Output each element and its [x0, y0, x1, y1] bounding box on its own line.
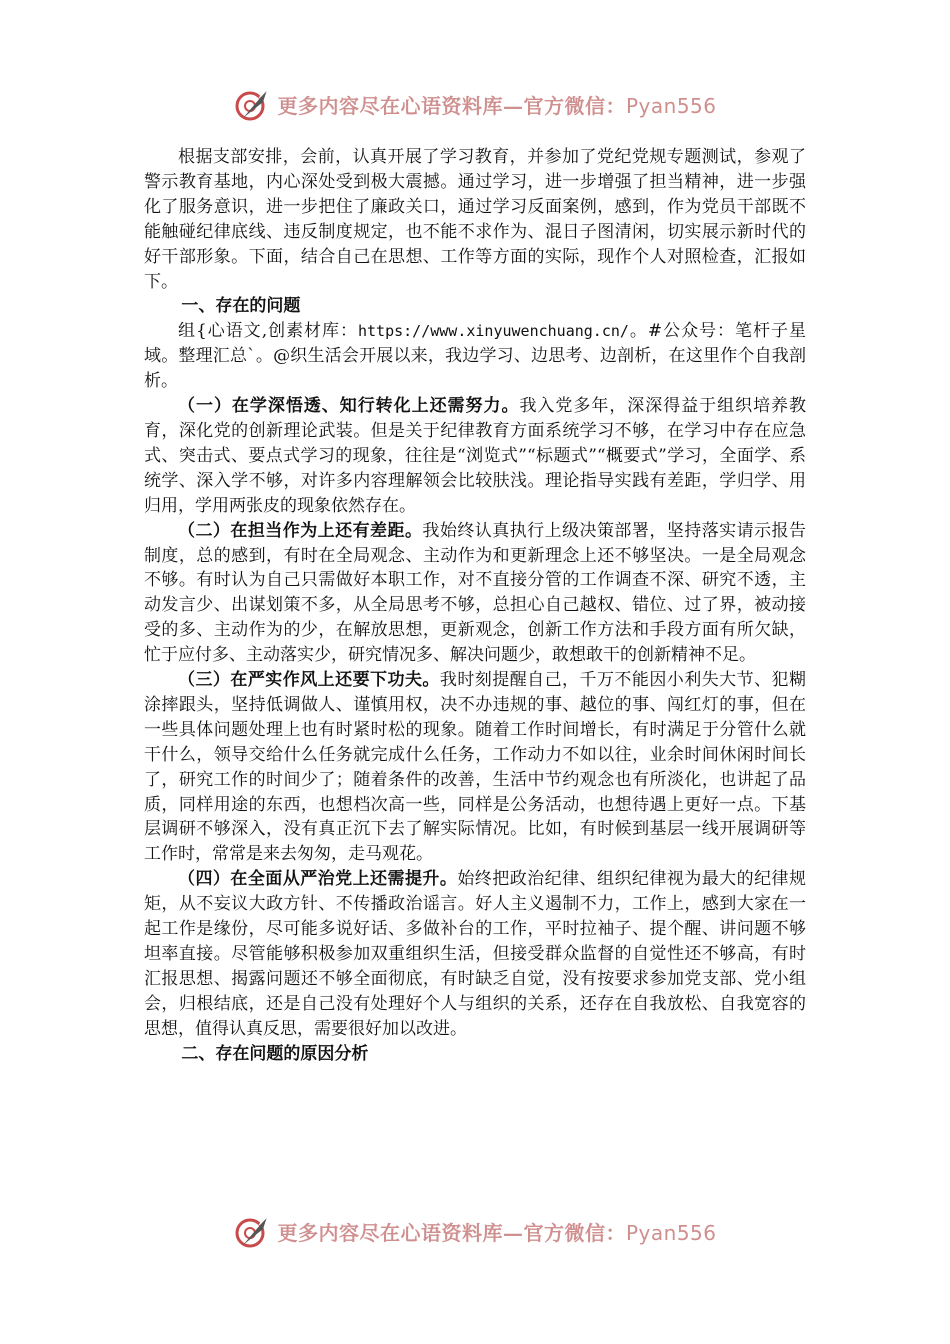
section-heading-1: 一、存在的问题 [181, 296, 301, 317]
watermark-wechat-id: Pyan556 [625, 1220, 717, 1245]
para2-text-a: 组{心语文,创素材库： [178, 321, 358, 342]
intro-paragraph: 根据支部安排，会前，认真开展了学习教育，并参加了党纪党规专题测试，参观了警示教育基地，内心深处受到极大震撼。通过学习，进一步增强了担当精神，进一步强化了服务意识，进一步把住了廉政关口，通过学习反面案例，感到，作为党员干部既不能触碰纪律底线、违反制度规定，也不能不求作为、混日子图清闲，切实展示新时代的好干部形象。下面，结合自己在思想、工作等方面的实际，现作个人对照检查，汇报如下。 [144, 147, 806, 292]
section-heading-2: 二、存在问题的原因分析 [181, 1043, 369, 1064]
document-body [144, 145, 806, 1067]
quill-logo-icon [233, 84, 273, 124]
watermark-text [277, 1217, 716, 1246]
para2-text-b: 。#公众号：笔杆子星域。整理汇总`。@织生活会开展以来，我边学习、边思考、边剖析，在这里作个自我剖析。 [144, 321, 806, 392]
subsection-2-text: 我始终认真执行上级决策部署，坚持落实请示报告制度，总的感到，有时在全局观念、主动作为和更新理念上还不够坚决。一是全局观念不够。有时认为自己只需做好本职工作，对不直接分管的工作调查不深、研究不透，主动发言少、出谋划策不多，从全局思考不够，总担心自己越权、错位、过了界，被动接受的多、主动作为的少，在解放思想，更新观念，创新工作方法和手段方面有所欠缺，忙于应付多、主动落实少，研究情况多、解决问题少，敢想敢干的创新精神不足。 [144, 520, 807, 666]
self-analysis-paragraph [144, 319, 806, 394]
subsection-4 [144, 867, 806, 1041]
subsection-1-text: 我入党多年，深深得益于组织培养教育，深化党的创新理论武装。但是关于纪律教育方面系统学习不够，在学习中存在应急式、突击式、要点式学习的现象，往往是“浏览式”“标题式”“概要式”学习，全面学、系统学、深入学不够，对许多内容理解领会比较肤浅。理论指导实践有差距，学归学、用归用，学用两张皮的现象依然存在。 [144, 396, 807, 516]
watermark-label: 更多内容尽在心语资料库—官方微信： [277, 93, 626, 118]
watermark-wechat-id: Pyan556 [625, 93, 717, 118]
subsection-2 [144, 519, 806, 668]
subsection-3-text: 我时刻提醒自己，千万不能因小利失大节、犯糊涂摔跟头，坚持低调做人、谨慎用权，决不办违规的事、越位的事、闯红灯的事，但在一些具体问题处理上也有时紧时松的现象。随着工作时间增长，有时满足于分管什么就干什么，领导交给什么任务就完成什么任务，工作动力不如以往，业余时间休闲时间长了，研究工作的时间少了；随着条件的改善，生活中节约观念也有所淡化，也讲起了品质，同样用途的东西，也想档次高一些，同样是公务活动，也想待遇上更好一点。下基层调研不够深入，没有真正沉下去了解实际情况。比如，有时候到基层一线开展调研等工作时，常常是来去匆匆，走马观花。 [144, 670, 807, 865]
watermark-label: 更多内容尽在心语资料库—官方微信： [277, 1220, 626, 1245]
subsection-4-title: （四）在全面从严治党上还需提升。 [178, 869, 458, 890]
subsection-2-title: （二）在担当作为上还有差距。 [178, 520, 423, 541]
subsection-1 [144, 394, 806, 519]
watermark-text [277, 90, 716, 119]
subsection-3-title: （三）在严实作风上还要下功夫。 [178, 670, 440, 691]
watermark-footer [0, 1211, 950, 1251]
source-url: https://www.xinyuwenchuang.cn/ [358, 322, 629, 341]
subsection-3 [144, 668, 806, 867]
watermark-header [0, 84, 950, 124]
quill-logo-icon [233, 1211, 273, 1251]
subsection-4-text: 始终把政治纪律、组织纪律视为最大的纪律规矩，从不妄议大政方针、不传播政治谣言。好人主义遏制不力，工作上，感到大家在一起工作是缘份，尽可能多说好话、多做补台的工作，平时拉袖子、提个醒、讲问题不够坦率直接。尽管能够积极参加双重组织生活，但接受群众监督的自觉性还不够高，有时汇报思想、揭露问题还不够全面彻底，有时缺乏自觉，没有按要求参加党支部、党小组会，归根结底，还是自己没有处理好个人与组织的关系，还存在自我放松、自我宽容的思想，值得认真反思，需要很好加以改进。 [144, 869, 807, 1039]
subsection-1-title: （一）在学深悟透、知行转化上还需努力。 [178, 396, 520, 417]
